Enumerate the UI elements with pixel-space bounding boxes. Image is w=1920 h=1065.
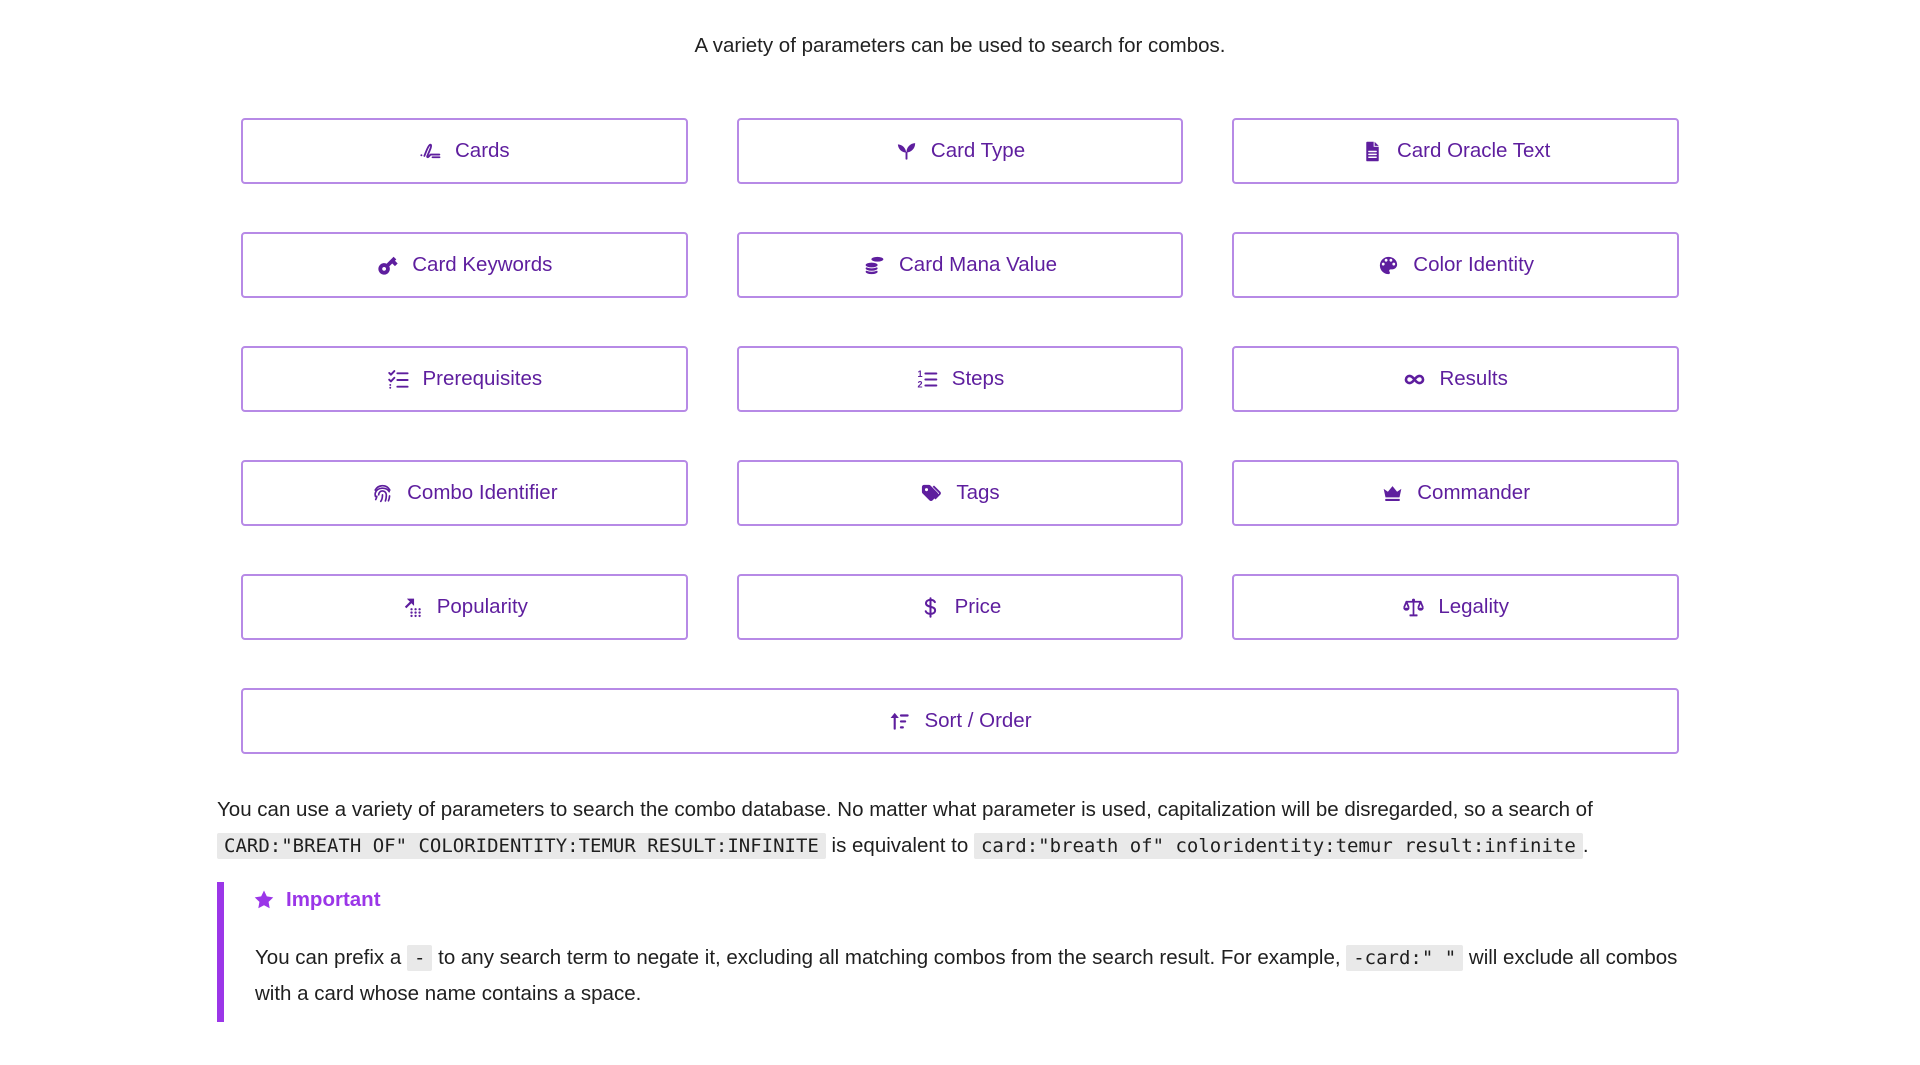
list-check-icon: [387, 368, 410, 391]
callout-text-1: You can prefix a: [255, 946, 407, 969]
param-button-label: Legality: [1438, 595, 1509, 618]
callout-text-3: will exclude all combos with a card whose name contains a space.: [255, 946, 1678, 1005]
param-button-label: Combo Identifier: [407, 481, 558, 504]
crown-icon: [1381, 482, 1404, 505]
code-lowercase-example: card:"breath of" coloridentity:temur result:infinite: [974, 833, 1583, 859]
param-button-label: Popularity: [436, 595, 528, 618]
param-button-popularity[interactable]: [241, 574, 688, 640]
param-button-sort-order[interactable]: [241, 688, 1679, 754]
param-button-legality[interactable]: [1232, 574, 1679, 640]
search-parameters-page: [217, 0, 1703, 1022]
fingerprint-icon: [371, 482, 394, 505]
code-negate-prefix: -: [407, 945, 432, 971]
param-button-color-identity[interactable]: [1232, 232, 1679, 298]
param-button-label: Commander: [1417, 481, 1531, 504]
description-text-2: is equivalent to: [825, 834, 974, 857]
param-button-label: Sort / Order: [924, 709, 1032, 732]
callout-text-2: to any search term to negate it, excluding all matching combos from the search result. For example,: [432, 946, 1347, 969]
param-button-label: Card Type: [930, 139, 1026, 162]
dollar-icon: [919, 596, 942, 619]
param-button-card-keywords[interactable]: [241, 232, 688, 298]
param-button-label: Steps: [951, 367, 1005, 390]
param-button-card-oracle-text[interactable]: [1232, 118, 1679, 184]
key-icon: [376, 254, 399, 277]
intro-text: A variety of parameters can be used to search for combos.: [694, 34, 1226, 57]
param-button-label: Tags: [956, 481, 1000, 504]
svg-text:1: 1: [917, 368, 923, 379]
param-button-price[interactable]: [737, 574, 1184, 640]
param-button-results[interactable]: [1232, 346, 1679, 412]
param-button-prerequisites[interactable]: [241, 346, 688, 412]
seedling-icon: [895, 140, 918, 163]
callout-header: [253, 886, 1703, 914]
param-button-tags[interactable]: [737, 460, 1184, 526]
param-button-steps[interactable]: [737, 346, 1184, 412]
important-callout: [217, 882, 1703, 1022]
param-button-label: Card Keywords: [412, 253, 553, 276]
param-button-commander[interactable]: [1232, 460, 1679, 526]
arrow-up-wide-short-icon: [888, 710, 911, 733]
param-button-label: Prerequisites: [422, 367, 543, 390]
param-button-combo-identifier[interactable]: [241, 460, 688, 526]
code-uppercase-example: CARD:"BREATH OF" COLORIDENTITY:TEMUR RESULT:INFINITE: [217, 833, 826, 859]
tags-icon: [920, 482, 943, 505]
param-button-label: Price: [954, 595, 1002, 618]
param-button-label: Color Identity: [1413, 253, 1535, 276]
param-button-label: Results: [1439, 367, 1508, 390]
list-ol-icon: [916, 368, 939, 391]
param-button-label: Cards: [454, 139, 510, 162]
param-button-label: Card Mana Value: [898, 253, 1057, 276]
coins-icon: [863, 254, 886, 277]
callout-title-text: Important: [286, 888, 381, 911]
param-button-grid: [217, 118, 1703, 754]
file-lines-icon: [1361, 140, 1384, 163]
signature-icon: [419, 140, 442, 163]
code-negate-example: -card:" ": [1346, 945, 1463, 971]
arrow-up-right-dots-icon: [401, 596, 424, 619]
scale-balanced-icon: [1402, 596, 1425, 619]
palette-icon: [1377, 254, 1400, 277]
callout-body: [255, 940, 1703, 1012]
description-paragraph: [217, 792, 1703, 864]
svg-text:2: 2: [917, 379, 923, 390]
param-button-card-mana-value[interactable]: [737, 232, 1184, 298]
infinity-icon: [1403, 368, 1426, 391]
star-icon: [253, 889, 275, 911]
param-button-cards[interactable]: [241, 118, 688, 184]
description-text-3: .: [1582, 834, 1589, 857]
description-text-1: You can use a variety of parameters to search the combo database. No matter what parameter is used, capitalization will be disregarded, so a search of: [217, 798, 1593, 821]
param-button-card-type[interactable]: [737, 118, 1184, 184]
param-button-label: Card Oracle Text: [1396, 139, 1551, 162]
